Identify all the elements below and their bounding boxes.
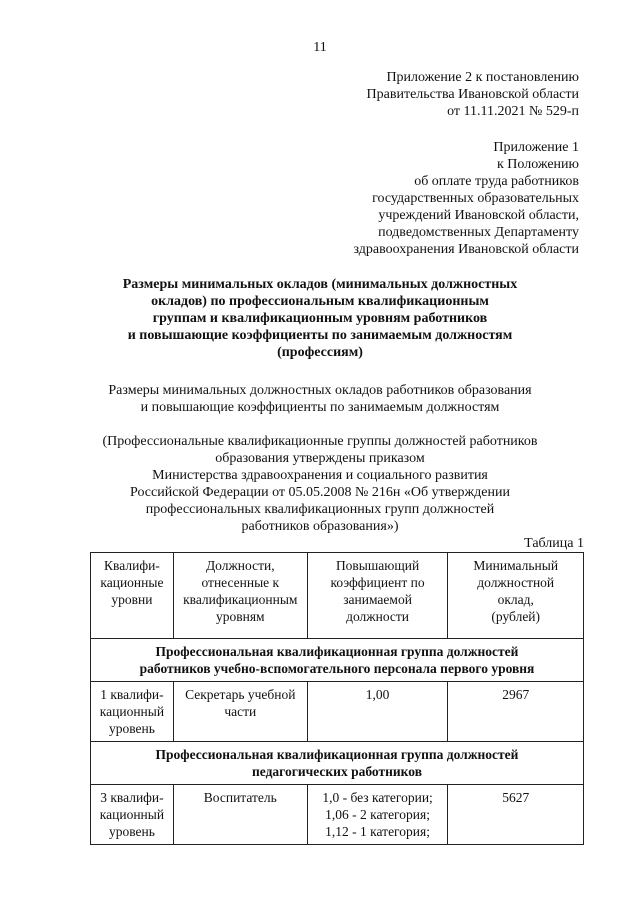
text-line: учреждений Ивановской области, <box>378 208 579 223</box>
header-text: должностной <box>477 575 555 590</box>
header-text: отнесенные к <box>201 575 280 590</box>
header-salary <box>448 553 584 639</box>
text-line: от 11.11.2021 № 529-п <box>447 104 579 119</box>
text-line: подведомственных Департаменту <box>378 225 579 240</box>
note-line: Министерства здравоохранения и социального развития <box>152 468 488 483</box>
title-line: группам и квалификационным уровням работников <box>152 311 488 326</box>
salary-table <box>90 552 584 845</box>
table-row <box>91 785 584 845</box>
cell-text: 3 квалифи- <box>100 790 164 805</box>
header-text: оклад, <box>497 592 534 607</box>
appendix-2-reference <box>367 69 579 120</box>
group-text: работников учебно-вспомогательного персонала первого уровня <box>139 661 535 676</box>
title-line: окладов) по профессиональным квалификационным <box>151 294 489 309</box>
page-number: 11 <box>313 40 327 55</box>
cell-level <box>91 682 174 742</box>
header-positions <box>173 553 307 639</box>
header-text: кационные <box>100 575 164 590</box>
section-subtitle <box>60 382 580 416</box>
appendix-1-reference <box>354 139 580 258</box>
cell-salary: 5627 <box>448 785 584 845</box>
cell-text: уровень <box>108 721 155 736</box>
cell-text: 1,06 - 2 категория; <box>325 807 430 822</box>
group-heading <box>91 639 584 682</box>
note-line: образования утверждены приказом <box>215 451 425 466</box>
title-line: (профессиям) <box>277 345 363 360</box>
header-text: Квалифи- <box>104 558 160 573</box>
text-line: к Положению <box>496 157 579 172</box>
text-line: Приложение 2 к постановлению <box>386 70 579 85</box>
cell-coefficient: 1,00 <box>307 682 448 742</box>
group-text: Профессиональная квалификационная группа должностей <box>155 747 519 762</box>
header-text: должности <box>346 609 410 624</box>
header-coefficient <box>307 553 448 639</box>
header-text: коэффициент по <box>330 575 425 590</box>
header-text: занимаемой <box>343 592 412 607</box>
group-text: Профессиональная квалификационная группа должностей <box>155 644 519 659</box>
cell-position <box>173 785 307 845</box>
cell-text: Секретарь учебной <box>185 687 296 702</box>
group-text: педагогических работников <box>252 764 422 779</box>
table-row <box>91 682 584 742</box>
text-line: государственных образовательных <box>372 191 579 206</box>
note-line: работников образования») <box>241 519 399 534</box>
note-line: профессиональных квалификационных групп должностей <box>145 502 495 517</box>
source-note <box>60 433 580 535</box>
cell-level <box>91 785 174 845</box>
cell-text: кационный <box>99 807 165 822</box>
cell-text: кационный <box>99 704 165 719</box>
title-line: Размеры минимальных окладов (минимальных должностных <box>122 277 518 292</box>
text-line: Приложение 1 <box>493 140 579 155</box>
text-line: здравоохранения Ивановской области <box>353 242 579 257</box>
cell-text: части <box>224 704 257 719</box>
header-levels <box>91 553 174 639</box>
note-line: Российской Федерации от 05.05.2008 № 216н «Об утверждении <box>130 485 510 500</box>
subtitle-line: и повышающие коэффициенты по занимаемым должностям <box>140 400 500 415</box>
cell-text: уровень <box>108 824 155 839</box>
subtitle-line: Размеры минимальных должностных окладов работников образования <box>108 383 532 398</box>
document-title <box>90 276 550 361</box>
header-text: (рублей) <box>491 609 541 624</box>
header-text: уровням <box>215 609 265 624</box>
header-text: Минимальный <box>473 558 559 573</box>
cell-text: 1,0 - без категории; <box>322 790 433 805</box>
table-label: Таблица 1 <box>524 536 584 551</box>
text-line: Правительства Ивановской области <box>366 87 579 102</box>
cell-text: Воспитатель <box>203 790 277 805</box>
title-line: и повышающие коэффициенты по занимаемым должностям <box>127 328 513 343</box>
cell-text: 1 квалифи- <box>100 687 164 702</box>
group-row <box>91 742 584 785</box>
text-line: об оплате труда работников <box>414 174 579 189</box>
header-text: Повышающий <box>335 558 420 573</box>
group-row <box>91 639 584 682</box>
group-heading <box>91 742 584 785</box>
header-text: квалификационным <box>183 592 298 607</box>
header-text: уровни <box>111 592 153 607</box>
cell-text: 1,12 - 1 категория; <box>325 824 430 839</box>
table-header-row <box>91 553 584 639</box>
note-line: (Профессиональные квалификационные группы должностей работников <box>102 434 538 449</box>
header-text: Должности, <box>205 558 275 573</box>
cell-salary: 2967 <box>448 682 584 742</box>
cell-position <box>173 682 307 742</box>
cell-coefficient <box>307 785 448 845</box>
